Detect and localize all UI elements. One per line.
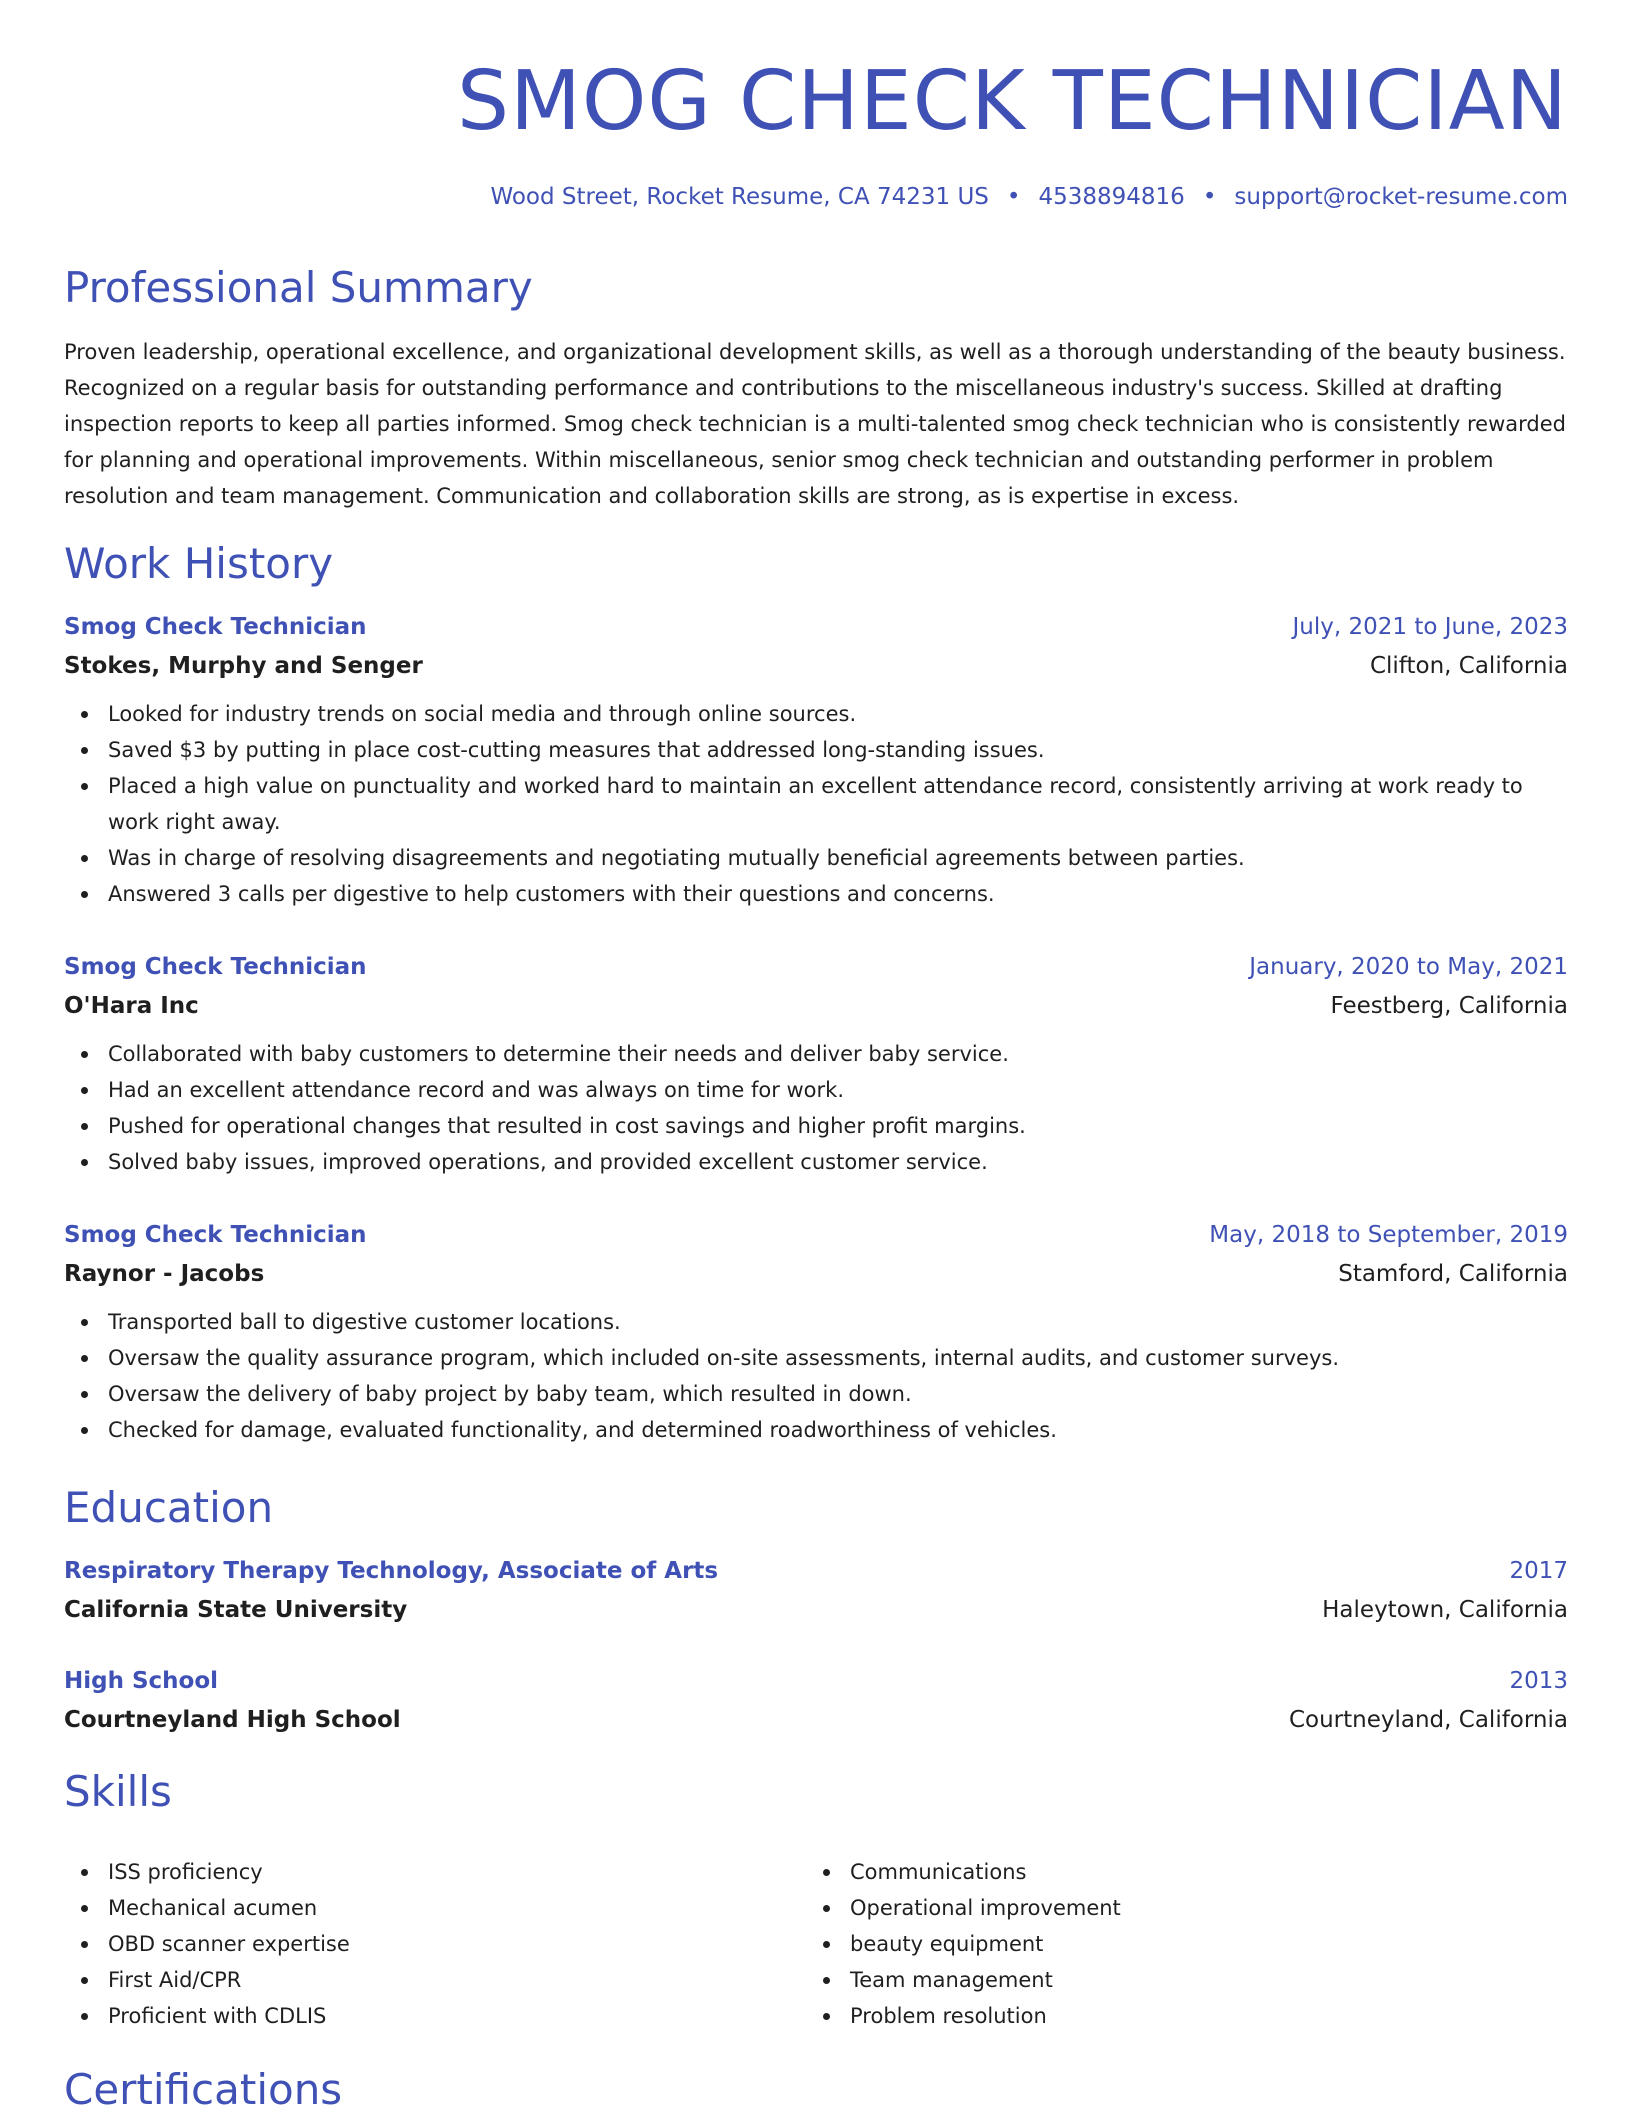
job-title: Smog Check Technician [64, 1222, 367, 1248]
skills-heading: Skills [64, 1767, 172, 1816]
contact-line [490, 180, 1568, 214]
job-bullets [64, 1304, 1568, 1448]
job-employer: Stokes, Murphy and Senger [64, 653, 423, 679]
education-entry [64, 1662, 1568, 1740]
list-item: Checked for damage, evaluated functionality, and determined roadworthiness of vehicles. [64, 1412, 1568, 1448]
list-item: Problem resolution [806, 1998, 1548, 2034]
job-dates: May, 2018 to September, 2019 [1209, 1222, 1568, 1248]
job-employer: O'Hara Inc [64, 993, 199, 1019]
education-heading: Education [64, 1483, 274, 1532]
list-item: Transported ball to digestive customer locations. [64, 1304, 1568, 1340]
list-item: Team management [806, 1962, 1548, 1998]
list-item: Solved baby issues, improved operations, and provided excellent customer service. [64, 1144, 1568, 1180]
education-degree: High School [64, 1668, 219, 1694]
job-bullets [64, 696, 1568, 912]
list-item: Oversaw the quality assurance program, which included on-site assessments, internal audits, and customer surveys. [64, 1340, 1568, 1376]
list-item: beauty equipment [806, 1926, 1548, 1962]
list-item: Looked for industry trends on social media and through online sources. [64, 696, 1568, 732]
list-item: Answered 3 calls per digestive to help customers with their questions and concerns. [64, 876, 1568, 912]
contact-separator: • [1202, 184, 1217, 210]
list-item: Pushed for operational changes that resulted in cost savings and higher profit margins. [64, 1108, 1568, 1144]
skills-column-left [64, 1854, 806, 2034]
job-location: Feestberg, California [1330, 993, 1568, 1019]
job-title: Smog Check Technician [64, 954, 367, 980]
skills-list [64, 1854, 1568, 2034]
job-entry [64, 1216, 1568, 1448]
education-school: California State University [64, 1597, 408, 1623]
contact-separator: • [1006, 184, 1021, 210]
contact-email[interactable]: support@rocket-resume.com [1234, 184, 1568, 210]
summary-heading: Professional Summary [64, 263, 533, 312]
list-item: Oversaw the delivery of baby project by baby team, which resulted in down. [64, 1376, 1568, 1412]
contact-address: Wood Street, Rocket Resume, CA 74231 US [490, 184, 989, 210]
job-employer: Raynor - Jacobs [64, 1261, 265, 1287]
list-item: OBD scanner expertise [64, 1926, 806, 1962]
skills-column-right [806, 1854, 1548, 2034]
work-history-heading: Work History [64, 539, 334, 588]
job-dates: July, 2021 to June, 2023 [1292, 614, 1568, 640]
list-item: Was in charge of resolving disagreements and negotiating mutually beneficial agreements between parties. [64, 840, 1568, 876]
education-degree: Respiratory Therapy Technology, Associate of Arts [64, 1558, 719, 1584]
job-location: Stamford, California [1338, 1261, 1568, 1287]
education-year: 2017 [1509, 1558, 1568, 1584]
job-entry [64, 948, 1568, 1180]
education-year: 2013 [1509, 1668, 1568, 1694]
job-bullets [64, 1036, 1568, 1180]
list-item: Operational improvement [806, 1890, 1548, 1926]
list-item: Had an excellent attendance record and was always on time for work. [64, 1072, 1568, 1108]
list-item: ISS proficiency [64, 1854, 806, 1890]
list-item: Placed a high value on punctuality and worked hard to maintain an excellent attendance record, consistently arriving at work ready to work right away. [64, 768, 1568, 840]
list-item: Mechanical acumen [64, 1890, 806, 1926]
education-school: Courtneyland High School [64, 1707, 401, 1733]
contact-phone: 4538894816 [1038, 184, 1185, 210]
resume-title: SMOG CHECK TECHNICIAN [457, 54, 1568, 149]
list-item: Collaborated with baby customers to determine their needs and deliver baby service. [64, 1036, 1568, 1072]
list-item: Communications [806, 1854, 1548, 1890]
job-dates: January, 2020 to May, 2021 [1249, 954, 1568, 980]
job-location: Clifton, California [1369, 653, 1568, 679]
summary-text: Proven leadership, operational excellence, and organizational development skills, as well as a thorough understanding of the beauty business. Recognized on a regular basis for outstanding performance and contributions to the miscellaneous industry's success. Skilled at drafting inspection reports to keep all parties informed. Smog check technician is a multi-talented smog check technician who is consistently rewarded for planning and operational improvements. Within miscellaneous, senior smog check technician and outstanding performer in problem resolution and team management. Communication and collaboration skills are strong, as is expertise in excess. [64, 340, 1566, 508]
list-item: First Aid/CPR [64, 1962, 806, 1998]
education-entry [64, 1552, 1568, 1630]
education-location: Courtneyland, California [1288, 1707, 1568, 1733]
certifications-heading: Certifications [64, 2065, 343, 2112]
job-entry [64, 608, 1568, 912]
education-location: Haleytown, California [1322, 1597, 1568, 1623]
job-title: Smog Check Technician [64, 614, 367, 640]
list-item: Saved $3 by putting in place cost-cutting measures that addressed long-standing issues. [64, 732, 1568, 768]
list-item: Proficient with CDLIS [64, 1998, 806, 2034]
